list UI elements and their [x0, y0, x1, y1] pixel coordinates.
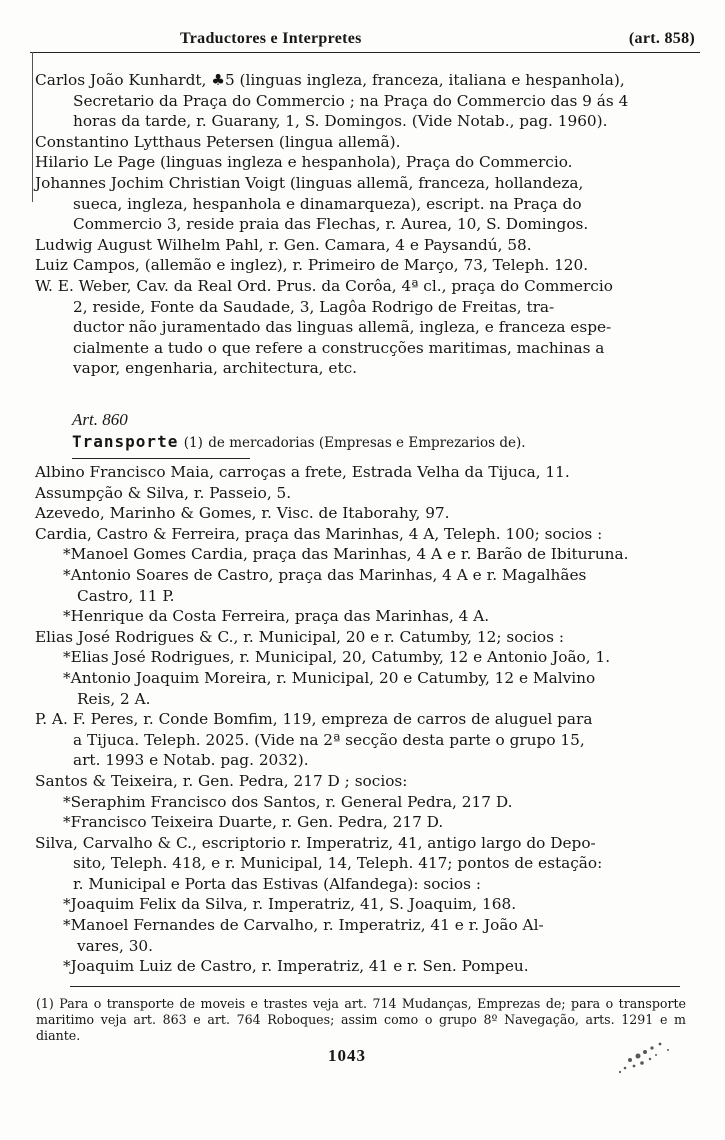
directory-entry: [36, 524, 680, 545]
directory-entry: [36, 173, 680, 235]
directory-entry: [36, 132, 680, 153]
entry-continuation-line: 2, reside, Fonte da Saudade, 3, Lagôa Rodrigo de Freitas, tra-: [73, 297, 555, 316]
article-number: Art. 860: [72, 410, 128, 429]
entry-continuation-line: a Tijuca. Teleph. 2025. (Vide na 2ª secção desta parte o grupo 15,: [73, 730, 585, 749]
entry-first-line: W. E. Weber, Cav. da Real Ord. Prus. da Corôa, 4ª cl., praça do Commercio: [35, 276, 613, 295]
entry-first-line: *Manoel Gomes Cardia, praça das Marinhas, 4 A e r. Barão de Ibituruna.: [63, 545, 629, 564]
page-number: 1043: [328, 1046, 366, 1065]
directory-entry: [36, 483, 680, 504]
entry-first-line: *Henrique da Costa Ferreira, praça das Marinhas, 4 A.: [63, 607, 490, 626]
entry-first-line: Hilario Le Page (linguas ingleza e hespanhola), Praça do Commercio.: [35, 153, 573, 172]
entry-first-line: Assumpção & Silva, r. Passeio, 5.: [35, 483, 292, 502]
partner-entry: [36, 894, 680, 915]
directory-entry: [36, 771, 680, 792]
header-article: (art. 858): [628, 30, 695, 47]
partner-entry: [36, 812, 680, 833]
partner-entry: [36, 565, 680, 606]
entry-continuation-line: cialmente a tudo o que refere a construcções maritimas, machinas a: [73, 338, 605, 357]
partner-entry: [36, 956, 680, 977]
entry-continuation-line: ductor não juramentado das linguas allemã, ingleza, e franceza espe-: [73, 318, 612, 337]
partner-entry: [36, 915, 680, 956]
entry-first-line: Carlos João Kunhardt, ♣5 (linguas ingleza, franceza, italiana e hespanhola),: [35, 71, 625, 89]
entry-first-line: *Joaquim Luiz de Castro, r. Imperatriz, 41 e r. Sen. Pompeu.: [63, 957, 529, 976]
directory-entry: [36, 276, 680, 379]
directory-entry: [36, 709, 680, 771]
entry-first-line: P. A. F. Peres, r. Conde Bomfim, 119, empreza de carros de aluguel para: [35, 710, 593, 729]
header-title: Traductores e Interpretes: [180, 30, 362, 47]
partner-entry: [36, 668, 680, 709]
entry-continuation-line: art. 1993 e Notab. pag. 2032).: [73, 751, 309, 770]
section-subtitle: de mercadorias (Empresas e Emprezarios de).: [208, 435, 526, 451]
margin-line: [32, 52, 33, 202]
entry-continuation-line: sueca, ingleza, hespanhola e dinamarqueza), escript. na Praça do: [73, 194, 582, 213]
partner-entry: [36, 606, 680, 627]
entry-first-line: Albino Francisco Maia, carroças a frete, Estrada Velha da Tijuca, 11.: [35, 463, 570, 481]
entry-first-line: *Francisco Teixeira Duarte, r. Gen. Pedra, 217 D.: [63, 813, 444, 832]
entry-first-line: *Manoel Fernandes de Carvalho, r. Imperatriz, 41 e r. João Al-: [63, 916, 544, 935]
entry-first-line: Johannes Jochim Christian Voigt (linguas allemã, franceza, hollandeza,: [35, 173, 584, 192]
entry-continuation-line: horas da tarde, r. Guarany, 1, S. Domingos. (Vide Notab., pag. 1960).: [73, 112, 608, 131]
directory-entry: [36, 235, 680, 256]
footnote: (1) Para o transporte de moveis e trastes veja art. 714 Mudanças, Emprezas de; para o transporte maritimo veja art. 863 e art. 764 Roboques; assim como o grupo 8º Navegação, arts. 1291 e m diante.: [36, 996, 686, 1043]
directory-entry: [36, 627, 680, 648]
entry-first-line: Luiz Campos, (allemão e inglez), r. Primeiro de Março, 73, Teleph. 120.: [35, 256, 589, 275]
directory-entry: [36, 833, 680, 895]
directory-entry: [36, 255, 680, 276]
partner-entry: [36, 792, 680, 813]
entry-first-line: Santos & Teixeira, r. Gen. Pedra, 217 D ; socios:: [35, 771, 408, 790]
entry-first-line: *Antonio Soares de Castro, praça das Marinhas, 4 A e r. Magalhães: [63, 565, 587, 584]
directory-entry: [36, 462, 680, 483]
directory-entry: [36, 70, 680, 132]
partner-entry: [36, 544, 680, 565]
entry-first-line: *Joaquim Felix da Silva, r. Imperatriz, 41, S. Joaquim, 168.: [63, 895, 517, 914]
entry-continuation-line: r. Municipal e Porta das Estivas (Alfandega): socios :: [73, 874, 482, 893]
partner-entry: [36, 647, 680, 668]
transport-list: [36, 462, 680, 977]
entry-first-line: *Elias José Rodrigues, r. Municipal, 20, Catumby, 12 e Antonio João, 1.: [63, 648, 611, 667]
entry-first-line: Ludwig August Wilhelm Pahl, r. Gen. Camara, 4 e Paysandú, 58.: [35, 235, 532, 254]
entry-continuation-line: Secretario da Praça do Commercio ; na Praça do Commercio das 9 ás 4: [73, 91, 629, 110]
entry-continuation-line: Reis, 2 A.: [77, 689, 151, 708]
ink-smudge-stamp: [590, 1030, 690, 1078]
section-heading: [72, 410, 672, 452]
directory-entry: [36, 152, 680, 173]
entry-continuation-line: vapor, engenharia, architectura, etc.: [73, 359, 358, 378]
title-underline: [72, 458, 250, 459]
entry-first-line: Constantino Lytthaus Petersen (lingua allemã).: [35, 132, 401, 151]
translators-list: [36, 70, 680, 379]
footnote-marker: (1): [183, 435, 203, 451]
entry-first-line: *Seraphim Francisco dos Santos, r. General Pedra, 217 D.: [63, 792, 513, 811]
entry-continuation-line: sito, Teleph. 418, e r. Municipal, 14, Teleph. 417; pontos de estação:: [73, 854, 603, 873]
entry-first-line: *Antonio Joaquim Moreira, r. Municipal, 20 e Catumby, 12 e Malvino: [63, 668, 596, 687]
entry-first-line: Silva, Carvalho & C., escriptorio r. Imperatriz, 41, antigo largo do Depo-: [35, 833, 596, 852]
entry-first-line: Cardia, Castro & Ferreira, praça das Marinhas, 4 A, Teleph. 100; socios :: [35, 524, 603, 543]
directory-entry: [36, 503, 680, 524]
entry-continuation-line: Commercio 3, reside praia das Flechas, r. Aurea, 10, S. Domingos.: [73, 215, 589, 234]
entry-first-line: Azevedo, Marinho & Gomes, r. Visc. de Itaborahy, 97.: [35, 504, 450, 523]
entry-continuation-line: Castro, 11 P.: [77, 586, 175, 605]
section-title: Transporte: [72, 432, 179, 451]
entry-continuation-line: vares, 30.: [77, 936, 154, 955]
entry-first-line: Elias José Rodrigues & C., r. Municipal, 20 e r. Catumby, 12; socios :: [35, 627, 564, 646]
header-rule: [30, 52, 700, 53]
footnote-rule: [70, 986, 680, 987]
